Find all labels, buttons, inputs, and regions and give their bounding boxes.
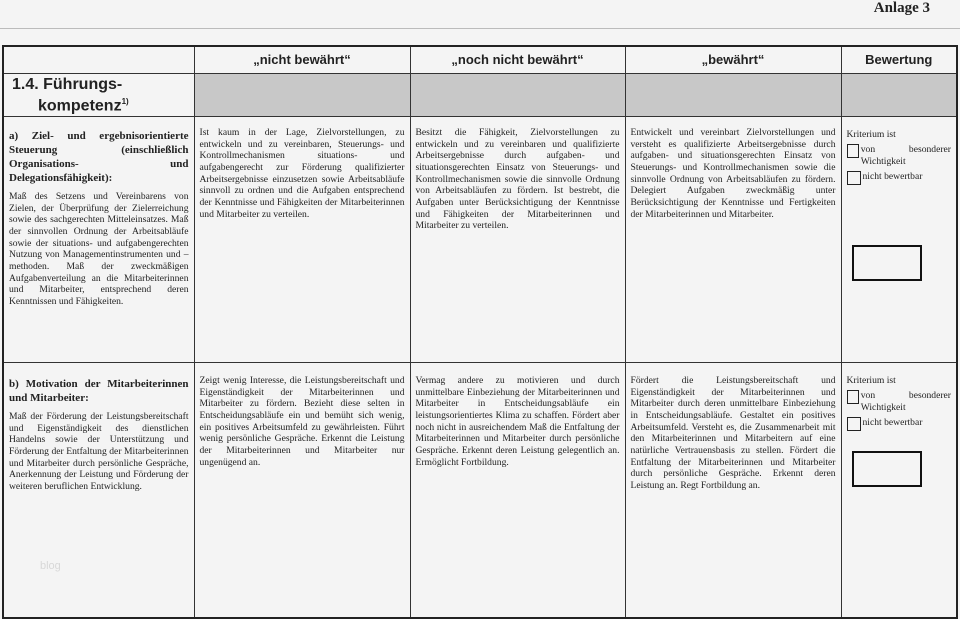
criterion-row-a — [3, 116, 957, 362]
header-bewertung: Bewertung — [841, 46, 957, 73]
gray-cell — [410, 73, 625, 116]
header-bewaehrt: „bewährt“ — [625, 46, 841, 73]
bewertung-cell — [841, 116, 957, 362]
header-empty — [3, 46, 194, 73]
rating-input-box[interactable] — [852, 245, 922, 281]
section-row — [3, 73, 957, 116]
bewaehrt-text: Fördert die Leistungsbereitschaft und Eigenständigkeit der Mitarbeiterinnen und Mitarbeiter durch deren unmittelbare Einbeziehung in Entscheidungsabläufe. Gestaltet ein positives Arbeitsumfeld. Versteht es, die Zusammenarbeit mit den Mitarbeiterinnen und Mitarbeitern auf eine natürliche Vertrauensbasis zu stellen. Fördert die Entfaltung der Mitarbeiterinnen und Mitarbeiter durch persönliche Gespräche. Erkennt deren Leistung an. Regt Fortbildung an. — [625, 362, 841, 618]
noch-nicht-bewaehrt-text: Vermag andere zu motivieren und durch unmittelbare Einbeziehung der Mitarbeiterinnen und Mitarbeiter in Entscheidungsabläufe ein leistungsorientiertes Klima zu schaffen. Fördert aber noch nicht in ausreichendem Maß die Entfaltung der Mitarbeiterinnen und Mitarbeiter durch persönliche Gespräche. Erkennt deren Leistung gelegentlich an. Ermöglicht Fortbildung. — [410, 362, 625, 618]
checkbox-nicht-bewertbar[interactable] — [847, 171, 861, 185]
gray-cell — [625, 73, 841, 116]
criterion-heading: a) Ziel- und ergebnisorientierte Steuerung (einschließlich Organisations- und Delegationsfähigkeit): — [9, 129, 189, 184]
header-nicht-bewaehrt: „nicht bewährt“ — [194, 46, 410, 73]
noch-nicht-bewaehrt-text: Besitzt die Fähigkeit, Zielvorstellungen zu entwickeln und zu vereinbaren und qualifizierte Arbeitsergebnisse durch aufgaben- und situationsgerechten Einsatz von Steuerungs- und Kontrollmechanismen sowie die sinnvolle Ordnung von Arbeitsabläufen zu fördern. Ist bestrebt, die Aufgaben unter Berücksichtigung der Kenntnisse und Fähigkeiten der Mitarbeiterinnen und Mitarbeiter zu verteilen. — [410, 116, 625, 362]
assessment-table — [2, 45, 958, 619]
criterion-intro: Kriterium ist — [846, 128, 896, 140]
checkbox-label: nicht bewertbar — [862, 170, 923, 182]
section-title-line2 — [12, 93, 186, 114]
bewertung-cell — [841, 362, 957, 618]
annex-label: Anlage 3 — [873, 0, 930, 16]
section-title — [3, 73, 194, 116]
section-title-line1: 1.4. Führungs- — [12, 75, 123, 93]
header-row — [3, 46, 957, 73]
rating-input-box[interactable] — [852, 451, 922, 487]
nicht-bewaehrt-text: Zeigt wenig Interesse, die Leistungsbereitschaft und Eigenständigkeit der Mitarbeiterinnen und Mitarbeiter zu fördern. Bezieht diese selten in Entscheidungsabläufe ein und bemüht sich wenig, ein positives Arbeitsumfeld zu gewährleisten. Führt wenig persönliche Gespräche. Erkennt die Leistung der Mitarbeiterinnen und Mitarbeiter nur ungenügend an. — [194, 362, 410, 618]
checkbox-label: von besonderer Wichtigkeit — [860, 389, 951, 413]
criterion-row-b — [3, 362, 957, 618]
checkbox-besondere-wichtigkeit[interactable] — [847, 144, 859, 158]
section-title-text: kompetenz — [38, 96, 122, 114]
divider — [0, 28, 960, 29]
checkbox-label: von besonderer Wichtigkeit — [860, 143, 951, 167]
criterion-description: Maß des Setzens und Vereinbarens von Zielen, der Überprüfung der Zielerreichung sowie des sachgerechten Mitteleinsatzes. Maß der sinnvollen Ordnung der Arbeitsabläufe sowie der situations- und aufgabengerechten Nutzung von Managementinstrumenten und –methoden. Maß der zweckmäßigen Aufgabenverteilung an die Mitarbeiterinnen und Mitarbeiter, entsprechend deren Kenntnissen und Fähigkeiten. — [9, 190, 189, 308]
checkbox-besondere-wichtigkeit[interactable] — [847, 390, 859, 404]
bewaehrt-text: Entwickelt und vereinbart Zielvorstellungen und versteht es qualifizierte Arbeitsergebnisse durch aufgaben- und situationsgerechten Einsatz von Steuerungs- und Kontrollmechanismen sowie die sinnvolle Ordnung von Arbeitsabläufen zu fördern. Delegiert Aufgaben zweckmäßig unter Berücksichtigung der Kenntnisse und Fertigkeiten der Mitarbeiterinnen und Mitarbeiter. — [625, 116, 841, 362]
footnote-marker: 1) — [121, 96, 129, 106]
criterion-heading: b) Motivation der Mitarbeiterinnen und Mitarbeiter: — [9, 377, 189, 404]
checkbox-nicht-bewertbar[interactable] — [847, 417, 861, 431]
criterion-cell — [3, 362, 194, 618]
checkbox-label: nicht bewertbar — [862, 416, 923, 428]
gray-cell — [194, 73, 410, 116]
gray-cell — [841, 73, 957, 116]
criterion-cell — [3, 116, 194, 362]
nicht-bewaehrt-text: Ist kaum in der Lage, Zielvorstellungen, zu entwickeln und zu vereinbaren, Steuerungs- und Kontrollmechanismen situations- und aufgabengerecht zur Förderung qualifizierter Arbeitsergebnisse einzusetzen sowie Arbeitsabläufe sinnvoll zu ordnen und die Aufgaben entsprechend der Kenntnisse und Fähigkeiten der Mitarbeiterinnen und Mitarbeiter zu verteilen. — [194, 116, 410, 362]
header-noch-nicht-bewaehrt: „noch nicht bewährt“ — [410, 46, 625, 73]
criterion-description: Maß der Förderung der Leistungsbereitschaft und Eigenständigkeit des dienstlichen Handelns sowie der Unterstützung und Förderung der Entfaltung der Mitarbeiterinnen und Mitarbeiter durch persönliche Gespräche, Anerkennung der Leistung und Förderung der weiteren beruflichen Entwicklung. — [9, 410, 189, 493]
criterion-intro: Kriterium ist — [846, 374, 896, 386]
watermark: blog — [40, 560, 61, 572]
